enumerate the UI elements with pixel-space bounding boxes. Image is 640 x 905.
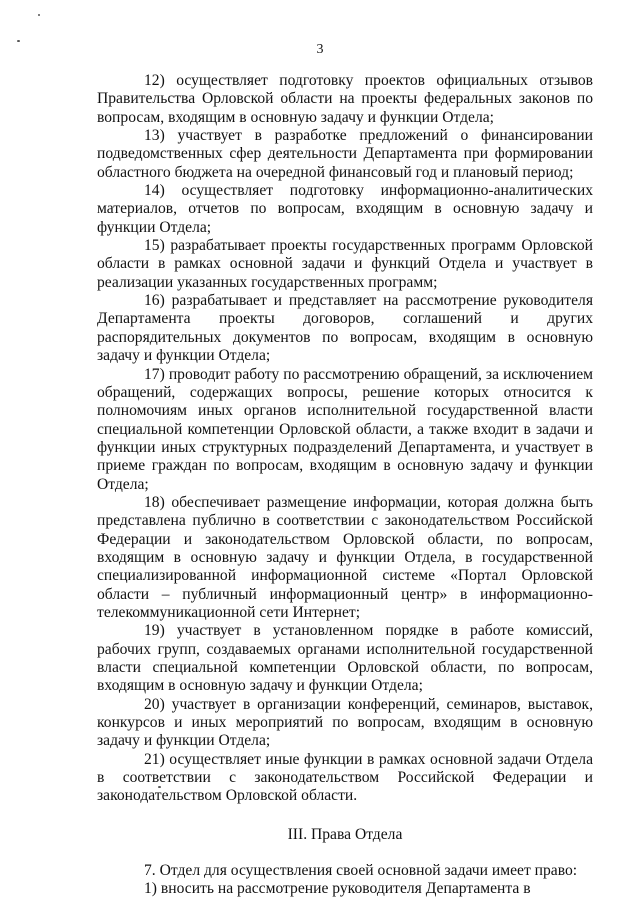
- list-item-13: 13) участвует в разработке предложений о финансировании подведомственных сфер деятельности Департамента при формировании областного бюджета на очередной финансовый год и плановый период;: [97, 127, 593, 181]
- section-heading: III. Права Отдела: [287, 825, 403, 843]
- list-item-21: 21) осуществляет иные функции в рамках основной задачи Отдела в соответствии с законодательством Российской Федерации и законодательством Орловской области.: [97, 750, 593, 805]
- list-item-12: 12) осуществляет подготовку проектов официальных отзывов Правительства Орловской области на проекты федеральных законов по вопросам, входящим в основную задачу и функции Отдела;: [97, 72, 593, 126]
- list-item-19: 19) участвует в установленном порядке в работе комиссий, рабочих групп, создаваемых органами исполнительной государственной власти специальной компетенции Орловской области, по вопросам, входящим в основную задачу и функции Отдела;: [97, 622, 593, 695]
- scan-speck: [38, 14, 40, 16]
- list-item-14: 14) осуществляет подготовку информационно-аналитических материалов, отчетов по вопросам, входящим в основную задачу и функции Отдела;: [97, 182, 593, 236]
- document-body: [97, 72, 593, 899]
- list-item-16: 16) разрабатывает и представляет на рассмотрение руководителя Департамента проекты договоров, соглашений и других распорядительных документов по вопросам, входящим в основную задачу и функции Отдела;: [97, 292, 593, 365]
- list-item-18: 18) обеспечивает размещение информации, которая должна быть представлена публично в соответствии с законодательством Российской Федерации и законодательством Орловской области, по вопросам, входящим в основную задачу и функции Отдела, в государственной специализированной информационной системе «Портал Орловской области – публичный информационный центр» в информационно-телекоммуникационной сети Интернет;: [97, 493, 593, 621]
- list-item-20: 20) участвует в организации конференций, семинаров, выставок, конкурсов и иных мероприятий по вопросам, входящим в основную задачу и функции Отдела;: [97, 695, 593, 750]
- list-item-15: 15) разрабатывает проекты государственных программ Орловской области в рамках основной задачи и функций Отдела и участвует в реализации указанных государственных программ;: [97, 237, 593, 291]
- clause-7: 7. Отдел для осуществления своей основной задачи имеет право:: [144, 862, 578, 880]
- right-item-1: 1) вносить на рассмотрение руководителя Департамента в: [144, 880, 531, 898]
- list-item-17: 17) проводит работу по рассмотрению обращений, за исключением обращений, содержащих вопросы, решение которых относится к полномочиям иных органов исполнительной государственной власти специальной компетенции Орловской области, а также входит в задачи и функции иных структурных подразделений Департамента, и участвует в приеме граждан по вопросам, входящим в основную задачу и функции Отдела;: [97, 365, 593, 493]
- page-number: 3: [316, 42, 324, 57]
